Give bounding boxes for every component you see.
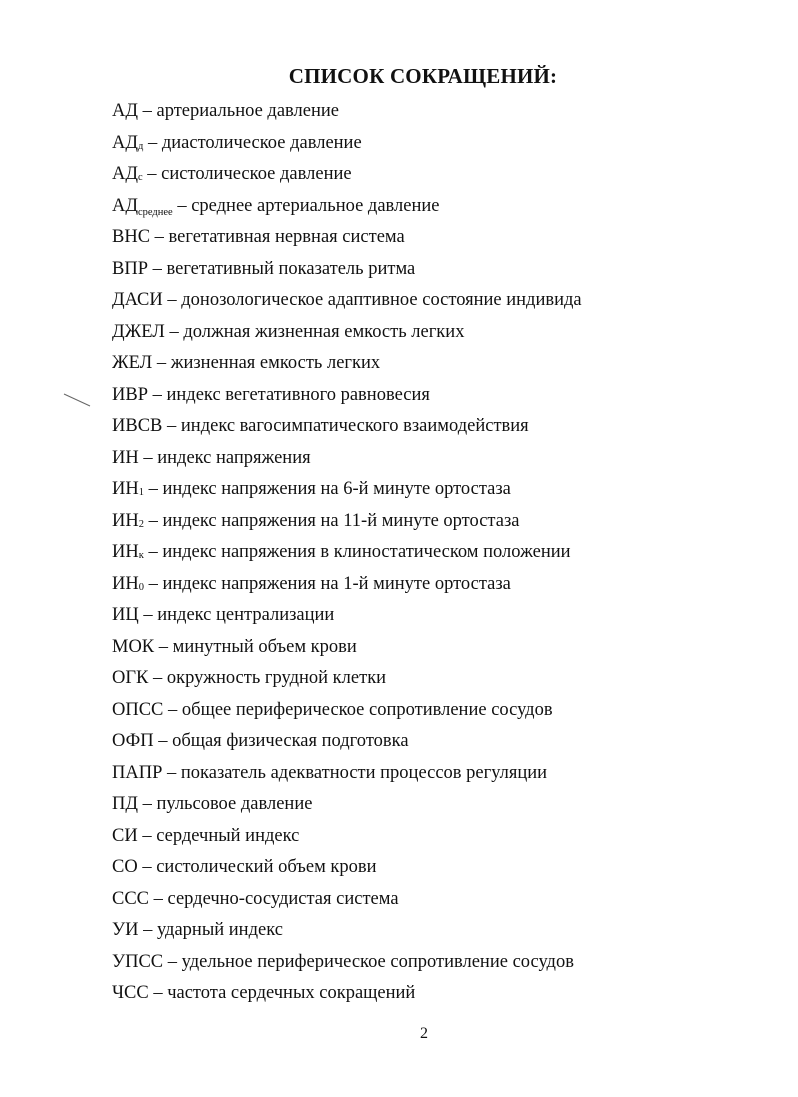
abbreviation-definition: частота сердечных сокращений xyxy=(167,983,416,1003)
abbreviation-letters: ПД xyxy=(112,794,138,814)
dash-separator: – xyxy=(148,258,167,279)
abbreviation-letters: ИН xyxy=(112,447,139,468)
abbreviation-term xyxy=(112,448,139,468)
dash-separator: – xyxy=(172,195,192,216)
abbreviation-entry xyxy=(112,319,582,351)
abbreviation-entry xyxy=(112,791,582,823)
dash-separator: – xyxy=(138,447,158,468)
abbreviation-definition: общая физическая подготовка xyxy=(172,731,409,751)
page-title: СПИСОК СОКРАЩЕНИЙ: xyxy=(288,64,558,88)
scan-artifact-mark xyxy=(62,390,92,410)
abbreviation-definition: общее периферическое сопротивление сосудов xyxy=(181,699,553,720)
abbreviation-term xyxy=(112,133,143,153)
abbreviation-letters: СИ xyxy=(112,825,138,846)
abbreviation-definition: индекс напряжения в клиностатическом положении xyxy=(162,542,571,562)
abbreviation-letters: УИ xyxy=(112,920,139,940)
abbreviation-term xyxy=(112,542,144,562)
abbreviation-letters: ОГК xyxy=(112,668,149,688)
abbreviation-term xyxy=(112,511,144,531)
abbreviation-definition: вегетативный показатель ритма xyxy=(166,258,416,279)
abbreviation-entry xyxy=(112,728,582,760)
abbreviation-term xyxy=(112,668,148,688)
abbreviation-letters: ИВСВ xyxy=(112,416,163,436)
abbreviation-letters: ИЦ xyxy=(112,605,139,625)
abbreviation-term xyxy=(112,857,138,877)
abbreviation-definition: донозологическое адаптивное состояние индивида xyxy=(181,290,582,310)
abbreviation-subscript: среднее xyxy=(137,206,173,218)
dash-separator: – xyxy=(143,479,163,499)
abbreviation-definition: индекс вагосимпатического взаимодействия xyxy=(180,416,529,436)
abbreviation-letters: ЧСС xyxy=(112,983,149,1003)
abbreviation-definition: индекс напряжения на 6-й минуте ортостаза xyxy=(162,479,511,499)
abbreviation-letters: ИН xyxy=(112,573,139,594)
abbreviation-entry xyxy=(112,539,582,571)
dash-separator: – xyxy=(162,762,181,783)
abbreviation-letters: АД xyxy=(112,164,138,184)
abbreviation-term xyxy=(112,983,149,1003)
dash-separator: – xyxy=(143,573,163,594)
abbreviation-letters: УПСС xyxy=(112,951,164,972)
abbreviation-definition: сердечный индекс xyxy=(156,825,300,846)
dash-separator: – xyxy=(148,384,167,405)
abbreviation-letters: ССС xyxy=(112,888,150,909)
abbreviation-entry xyxy=(112,980,582,1012)
abbreviation-definition: окружность грудной клетки xyxy=(166,668,387,688)
abbreviation-entry xyxy=(112,602,582,634)
abbreviation-entry xyxy=(112,665,582,697)
abbreviation-letters: АД xyxy=(112,195,138,216)
abbreviation-entry xyxy=(112,886,582,918)
dash-separator: – xyxy=(153,731,173,751)
abbreviation-term xyxy=(112,605,139,625)
dash-separator: – xyxy=(148,983,168,1003)
abbreviation-entry xyxy=(112,917,582,949)
abbreviation-term xyxy=(112,700,163,720)
dash-separator: – xyxy=(137,825,157,846)
abbreviation-letters: ВПР xyxy=(112,258,148,279)
dash-separator: – xyxy=(154,636,173,657)
abbreviation-letters: АД xyxy=(112,101,138,121)
abbreviation-definition: систолический объем крови xyxy=(156,857,377,877)
abbreviation-term xyxy=(112,385,148,405)
abbreviation-subscript: к xyxy=(138,550,144,561)
abbreviation-entry xyxy=(112,382,582,414)
abbreviation-letters: ИВР xyxy=(112,384,148,405)
abbreviation-letters: ОФП xyxy=(112,731,154,751)
abbreviation-letters: МОК xyxy=(112,636,155,657)
abbreviation-entry xyxy=(112,854,582,886)
abbreviation-letters: ВНС xyxy=(112,227,151,247)
abbreviation-term xyxy=(112,353,152,373)
abbreviation-term xyxy=(112,322,165,342)
abbreviation-definition: должная жизненная емкость легких xyxy=(183,321,465,342)
abbreviation-entry xyxy=(112,949,582,981)
abbreviation-term xyxy=(112,416,162,436)
abbreviation-term xyxy=(112,227,150,247)
abbreviation-entry xyxy=(112,193,582,225)
dash-separator: – xyxy=(138,605,158,625)
abbreviation-entry xyxy=(112,350,582,382)
abbreviation-definition: удельное периферическое сопротивление сосудов xyxy=(181,951,574,972)
abbreviation-term xyxy=(112,731,154,751)
abbreviation-letters: ПАПР xyxy=(112,762,163,783)
abbreviation-term xyxy=(112,196,173,216)
abbreviation-definition: индекс напряжения на 1-й минуте ортостаза xyxy=(162,573,511,594)
abbreviation-letters: ЖЕЛ xyxy=(112,353,153,373)
abbreviation-entry xyxy=(112,287,582,319)
abbreviation-definition: диастолическое давление xyxy=(161,132,362,153)
abbreviation-subscript: 1 xyxy=(138,487,144,498)
abbreviation-term xyxy=(112,479,144,499)
abbreviation-definition: систолическое давление xyxy=(161,164,352,184)
dash-separator: – xyxy=(143,510,163,531)
abbreviation-entry xyxy=(112,508,582,540)
abbreviation-definition: минутный объем крови xyxy=(172,636,357,657)
dash-separator: – xyxy=(163,951,182,972)
abbreviation-definition: вегетативная нервная система xyxy=(168,227,405,247)
abbreviation-letters: ДЖЕЛ xyxy=(112,321,165,342)
abbreviation-letters: ДАСИ xyxy=(112,290,163,310)
abbreviation-definition: пульсовое давление xyxy=(156,794,313,814)
abbreviation-term xyxy=(112,763,162,783)
abbreviation-entry xyxy=(112,476,582,508)
abbreviation-letters: ИН xyxy=(112,542,139,562)
dash-separator: – xyxy=(162,416,181,436)
abbreviation-term xyxy=(112,164,143,184)
dash-separator: – xyxy=(143,132,162,153)
abbreviation-list xyxy=(112,98,582,1012)
abbreviation-letters: СО xyxy=(112,857,138,877)
abbreviation-entry xyxy=(112,413,582,445)
abbreviation-definition: индекс централизации xyxy=(157,605,335,625)
abbreviation-definition: сердечно-сосудистая система xyxy=(167,888,399,909)
dash-separator: – xyxy=(163,699,182,720)
abbreviation-entry xyxy=(112,697,582,729)
abbreviation-term xyxy=(112,259,148,279)
abbreviation-subscript: 0 xyxy=(138,581,144,593)
abbreviation-definition: жизненная емкость легких xyxy=(170,353,381,373)
abbreviation-entry xyxy=(112,823,582,855)
abbreviation-term xyxy=(112,101,138,121)
abbreviation-letters: ИН xyxy=(112,510,139,531)
abbreviation-term xyxy=(112,574,144,594)
abbreviation-entry xyxy=(112,256,582,288)
abbreviation-letters: ОПСС xyxy=(112,699,164,720)
abbreviation-term xyxy=(112,920,138,940)
abbreviation-entry xyxy=(112,445,582,477)
dash-separator: – xyxy=(149,888,168,909)
abbreviation-definition: показатель адекватности процессов регуляции xyxy=(180,762,548,783)
abbreviation-subscript: 2 xyxy=(138,518,144,530)
dash-separator: – xyxy=(162,290,182,310)
abbreviation-letters: АД xyxy=(112,132,138,153)
dash-separator: – xyxy=(148,668,167,688)
abbreviation-entry xyxy=(112,98,582,130)
dash-separator: – xyxy=(152,353,171,373)
abbreviation-term xyxy=(112,637,154,657)
abbreviation-subscript: д xyxy=(137,140,144,152)
abbreviation-term xyxy=(112,826,138,846)
abbreviation-definition: среднее артериальное давление xyxy=(191,195,440,216)
abbreviation-entry xyxy=(112,224,582,256)
abbreviation-entry xyxy=(112,760,582,792)
dash-separator: – xyxy=(137,794,157,814)
abbreviation-definition: индекс вегетативного равновесия xyxy=(166,384,430,405)
dash-separator: – xyxy=(150,227,169,247)
abbreviation-term xyxy=(112,889,149,909)
abbreviation-definition: индекс напряжения на 11-й минуте ортостаза xyxy=(162,510,520,531)
abbreviation-term xyxy=(112,952,163,972)
dash-separator: – xyxy=(164,321,184,342)
abbreviation-definition: артериальное давление xyxy=(156,101,339,121)
dash-separator: – xyxy=(137,101,157,121)
dash-separator: – xyxy=(143,542,163,562)
abbreviation-subscript: с xyxy=(137,172,143,183)
abbreviation-entry xyxy=(112,571,582,603)
abbreviation-definition: индекс напряжения xyxy=(157,447,311,468)
abbreviation-entry xyxy=(112,161,582,193)
abbreviation-letters: ИН xyxy=(112,479,139,499)
abbreviation-term xyxy=(112,290,163,310)
page-number: 2 xyxy=(420,1025,428,1042)
dash-separator: – xyxy=(142,164,162,184)
dash-separator: – xyxy=(138,920,157,940)
abbreviation-definition: ударный индекс xyxy=(156,920,283,940)
abbreviation-term xyxy=(112,794,138,814)
abbreviation-entry xyxy=(112,130,582,162)
abbreviation-entry xyxy=(112,634,582,666)
dash-separator: – xyxy=(137,857,157,877)
